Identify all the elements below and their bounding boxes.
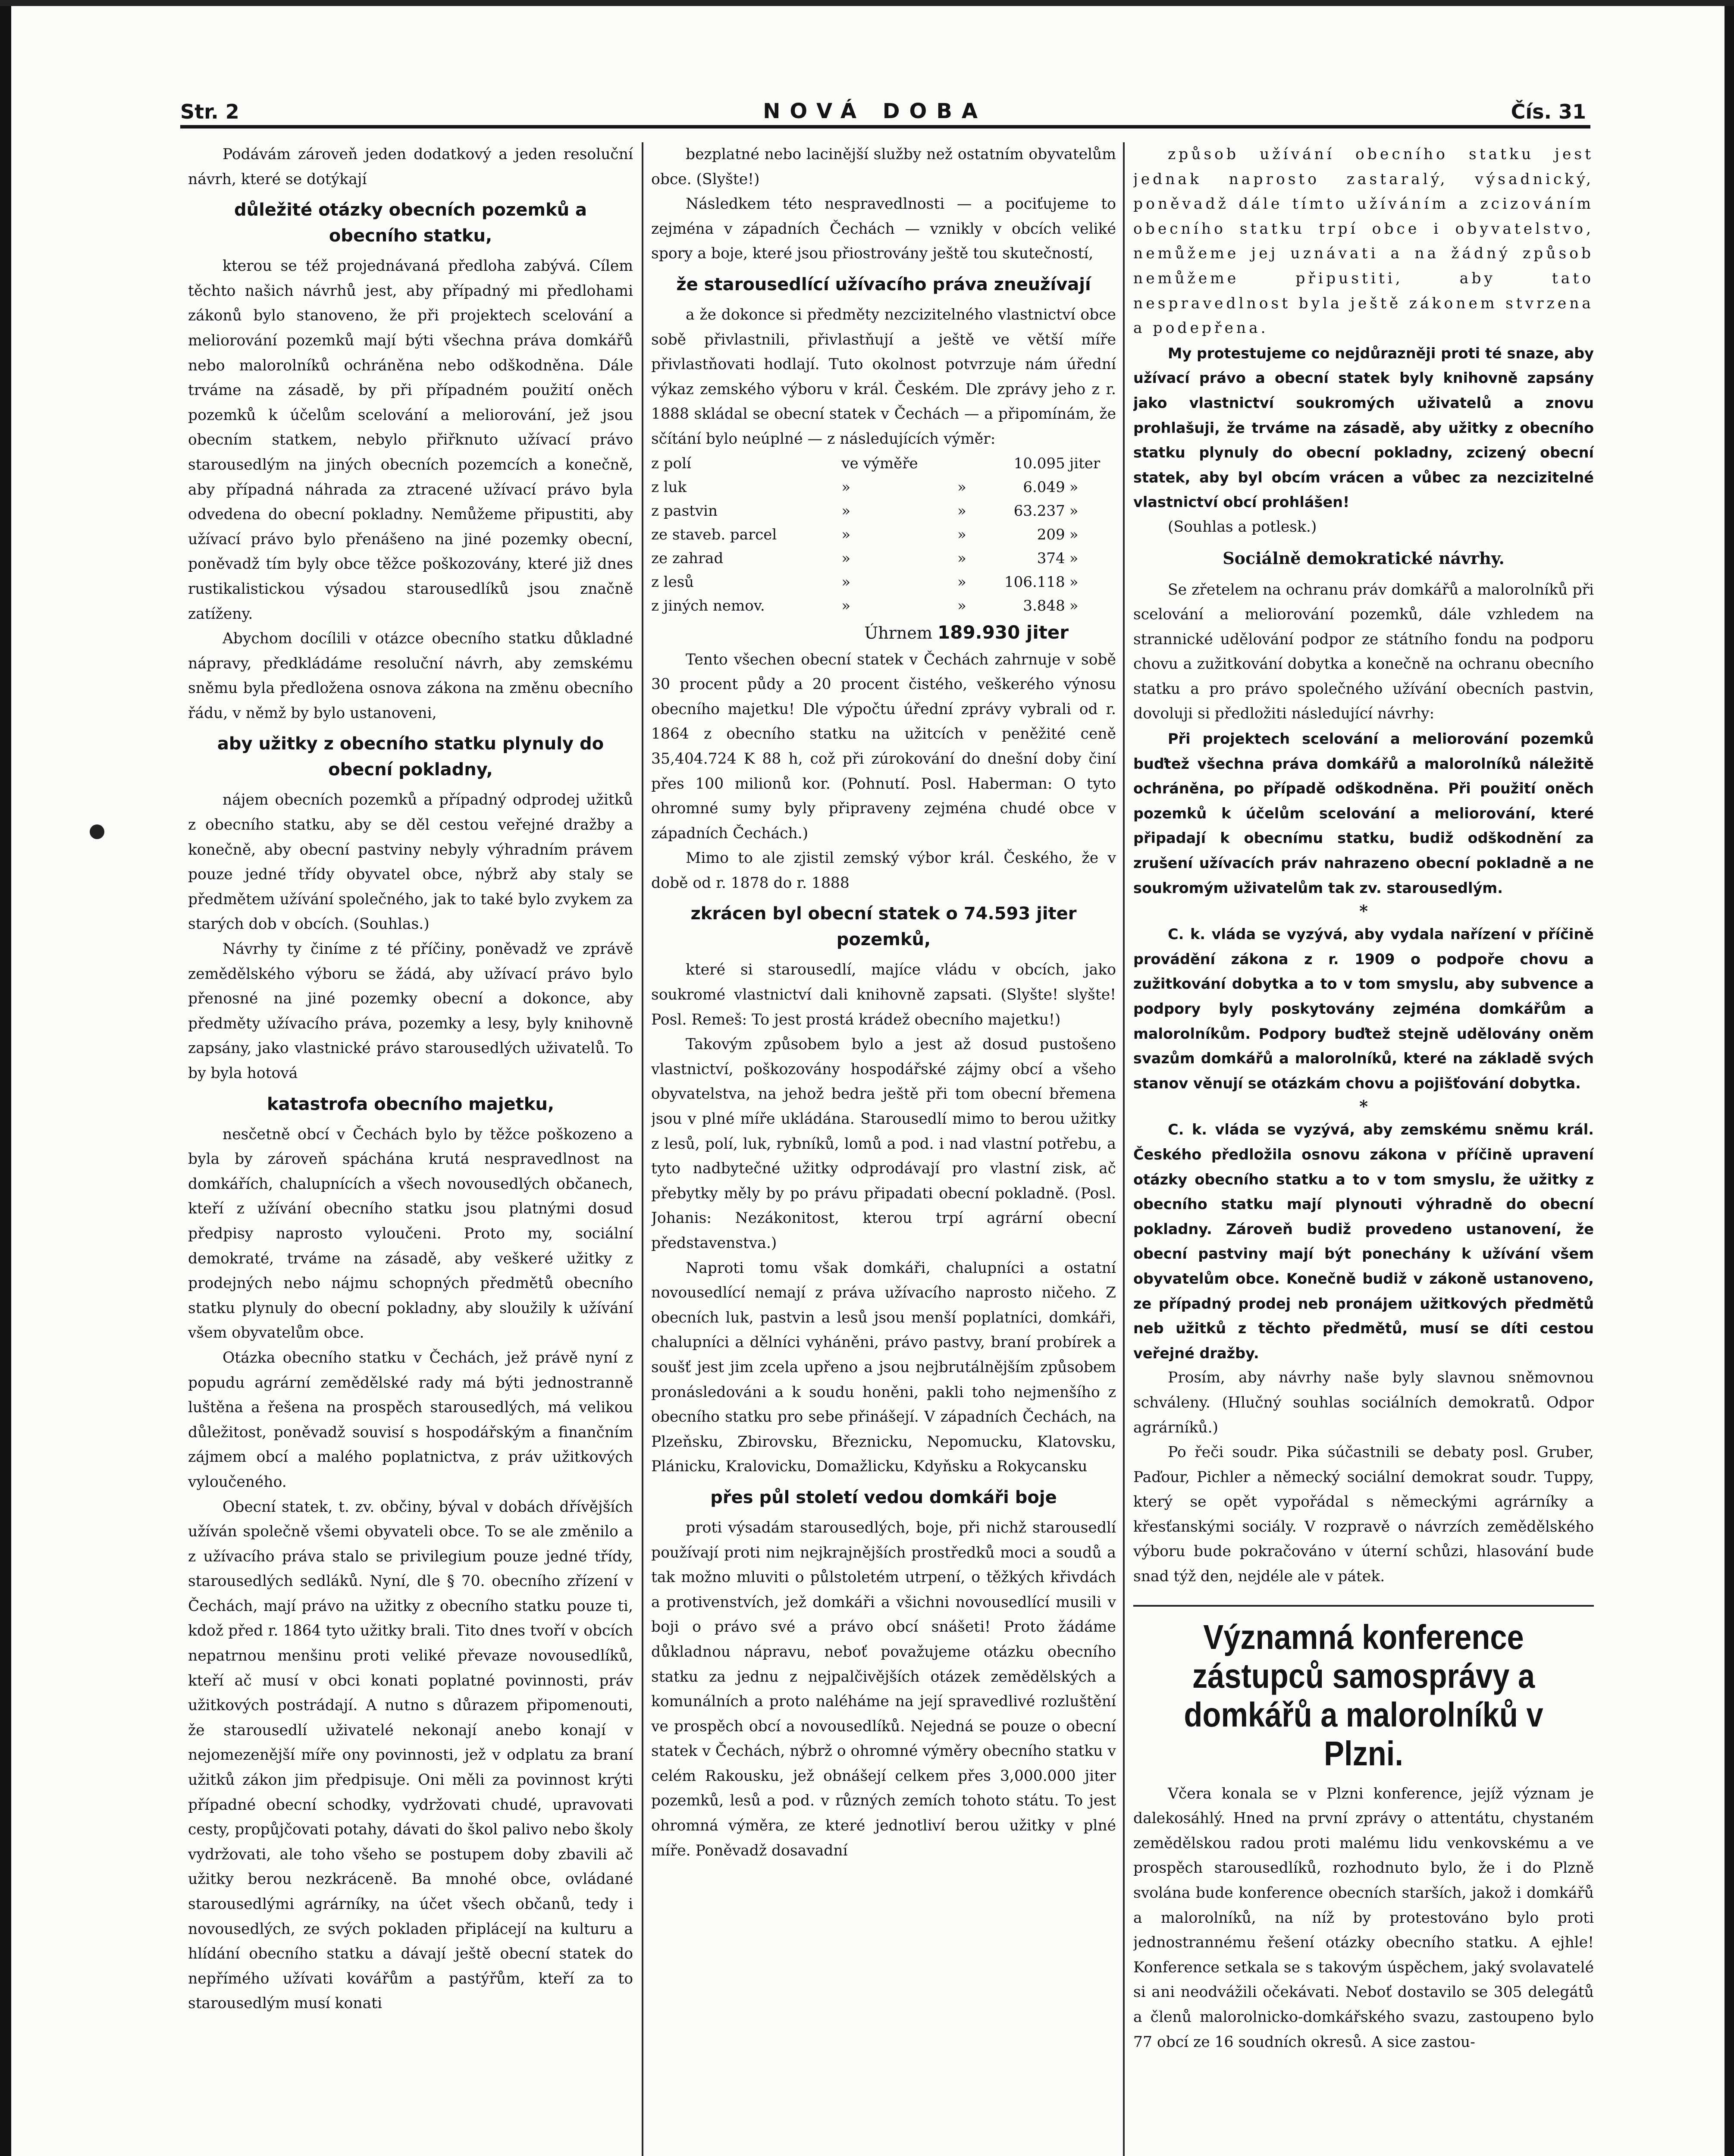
table-cell-label: z pastvin	[651, 502, 718, 520]
paragraph: způsob užívání obecního statku jest jednak naprosto zastaralý, výsadnický, poněvadž dále tímto užíváním a zcizováním obecního statku trpí obce i obyvatelstvo, nemůžeme jej uznávati a na žádný způsob nemůžeme připustiti, aby tato nespravedlnost byla ještě zákonem stvrzena a podepřena.	[1133, 146, 1594, 337]
table-cell-label: z luk	[651, 478, 687, 496]
paragraph: Návrhy ty činíme z té příčiny, poněvadž ve zprávě zemědělského výboru se žádá, aby užívací právo bylo přenosné na jiné pozemky obecní a dokonce, aby předměty užívacího práva, pozemky a lesy, byly knihovně zapsány, jako vlastnické právo starousedlých uživatelů. To by byla hotová	[188, 940, 633, 1082]
punch-hole	[90, 824, 104, 839]
paragraph: Takovým způsobem bylo a jest až dosud pustošeno vlastnictví, poškozovány hospodářské zájmy obcí a všeho obyvatelstva, na jehož bedra ještě při tom obecní břemena jsou v plné míře ukládána. Starousedlí mimo to berou užitky z lesů, polí, luk, rybníků, lomů a pod. i nad vlastní potřebu, a tyto nadbytečné užitky odprodávají pro vlastní zisk, ač přebytky měly by po právu připadati obecní pokladně. (Posl. Johanis: Nezákonitost, kterou trpí agrární obecní představenstva.)	[651, 1036, 1116, 1252]
paragraph: Prosím, aby návrhy naše byly slavnou sněmovnou schváleny. (Hlučný souhlas sociálních demokratů. Odpor agrárníků.)	[1133, 1369, 1594, 1436]
total-value: 189.930 jiter	[938, 621, 1069, 643]
table-row	[651, 594, 1116, 618]
column-3	[1133, 142, 1594, 2156]
table-cell-unit: »	[1069, 526, 1079, 543]
paragraph: nesčetně obcí v Čechách bylo by těžce poškozeno a byla by zároveň spáchána krutá nespravedlnost na domkářích, chalupnících a všech novousedlých občanech, kteří z užívání obecního statku jsou platnými dosud předpisy naprosto vyloučeni. Proto my, sociální demokraté, trváme na zásadě, aby veškeré užitky z prodejných nebo nájmu schopných předmětů obecního statku plynuly do obecní pokladny, aby sloužily k užívání všem obyvatelům obce.	[188, 1125, 633, 1342]
section-heading: Sociálně demokratické návrhy.	[1223, 548, 1505, 568]
table-cell-value: 6.049	[1023, 478, 1065, 496]
table-cell-label: z polí	[651, 454, 691, 472]
table-row	[651, 476, 1116, 499]
bold-paragraph: Při projektech scelování a meliorování pozemků buďtež všechna práva domkářů a malorolníků náležitě ochráněna, po případě odškodněna. Při použití oněch pozemků k účelům scelování a meliorování, které připadají k obecnímu statku, budiž odškodnění za zrušení užívacích práv nahrazeno obecní pokladně a ne soukromým uživatelům tak zv. starousedlým.	[1133, 730, 1594, 896]
paragraph: Tento všechen obecní statek v Čechách zahrnuje v sobě 30 procent půdy a 20 procent čistého, veškerého výnosu obecního majetku! Dle výpočtu úřední zprávy vybrali od r. 1864 z obecního statku na užitcích v peněžité ceně 35,404.724 K 88 h, což při zúrokování do dnešní doby činí přes 100 milionů kor. (Pohnutí. Posl. Haberman: O tyto ohromné sumy byly připraveny zejména chudé obce v západních Čechách.)	[651, 651, 1116, 842]
paragraph: Po řeči soudr. Pika súčastnili se debaty posl. Gruber, Paďour, Pichler a německý sociální demokrat soudr. Tuppy, který se opět vypořádal s německými agrárníky a křesťanskými sociály. V rozpravě o návrzích zemědělského výboru bude pokračováno v úterní schůzi, hlasování bude snad týž den, nejdéle ale v pátek.	[1133, 1444, 1594, 1586]
newspaper-title: NOVÁ DOBA	[763, 99, 988, 123]
masthead	[180, 85, 1586, 123]
table-cell-value: 63.237	[1013, 502, 1065, 520]
column-1	[188, 142, 633, 2156]
column-rule-1	[642, 142, 643, 2156]
section-heading: katastrofa obecního majetku,	[267, 1094, 555, 1114]
paragraph: Včera konala se v Plzni konference, jejíž význam je dalekosáhlý. Hned na první zprávy o attentátu, chystaném zemědělskou radou proti malému lidu venkovskému a ve prospěch starousedlíků, rozhodnuto bylo, že i do Plzně svolána bude konference obecních starších, jakož i domkářů a malorolníků, na níž by protestováno bylo proti jednostrannému řešení otázky obecního statku. A ejhle! Konference setkala se s takovým úspěchem, jaký svolavatelé si ani neodvážili očekávati. Neboť dostavilo se 305 delegátů a členů malorolnicko-domkářského svazu, zastoupeno bylo 77 obcí ze 16 soudních okresů. A sice zastou-	[1133, 1785, 1594, 2051]
scan-border-top	[0, 0, 1734, 6]
section-heading: přes půl století vedou domkáři boje	[710, 1487, 1057, 1507]
table-cell-unit: »	[1069, 573, 1079, 591]
table-cell-a: »	[841, 502, 851, 520]
table-cell-a: ve výměře	[841, 454, 918, 472]
issue-number: Čís. 31	[1511, 100, 1586, 123]
table-cell-a: »	[841, 573, 851, 591]
table-row	[651, 547, 1116, 570]
paragraph: Následkem této nespravedlnosti — a pociťujeme to zejména v západních Čechách — vznikly v obcích veliké spory a boje, které jsou přiostrovány ještě tou skutečností,	[651, 195, 1116, 263]
total-label: Úhrnem	[864, 623, 932, 642]
table-cell-b: »	[957, 478, 966, 496]
paragraph: Se zřetelem na ochranu práv domkářů a malorolníků při scelování a meliorování pozemků, dále vzhledem na strannické udělování podpor ze státního fondu na podporu chovu a zužitkování dobytka a konečně na ochranu obecního statku a pro právo společného užívání obecních pastvin, dovoluji si předložiti následující návrhy:	[1133, 581, 1594, 723]
table-cell-a: »	[841, 597, 851, 614]
table-cell-b: »	[957, 597, 966, 614]
paragraph: které si starousedlí, majíce vládu v obcích, jako soukromé vlastnictví dali knihovně zapsati. (Slyšte! slyšte! Posl. Remeš: To jest prostá krádež obecního majetku!)	[651, 961, 1116, 1028]
table-cell-unit: »	[1069, 597, 1079, 614]
table-cell-unit: »	[1069, 478, 1079, 496]
table-cell-b: »	[957, 526, 966, 543]
land-statistics-table	[651, 452, 1116, 618]
paragraph: Abychom docílili v otázce obecního statku důkladné nápravy, předkládáme resoluční návrh, aby zemskému sněmu byla předložena osnova zákona na změnu obecního řádu, v němž by bylo ustanoveni,	[188, 630, 633, 722]
table-row	[651, 570, 1116, 594]
paragraph: nájem obecních pozemků a případný odprodej užitků z obecního statku, aby se děl cestou veřejné dražby a konečně, aby obecní pastviny nebyly výhradním právem pouze jedné třídy obyvatel obce, nýbrž aby staly se předmětem užívání společného, jak to také bylo zvykem za starých dob v obcích. (Souhlas.)	[188, 791, 633, 933]
table-cell-value: 209	[1037, 526, 1065, 543]
table-cell-b: »	[957, 549, 966, 567]
table-cell-value: 106.118	[1004, 573, 1065, 591]
table-cell-b: »	[957, 573, 966, 591]
table-cell-unit: jiter	[1069, 454, 1101, 472]
bold-paragraph: My protestujeme co nejdůrazněji proti té snaze, aby užívací právo a obecní statek byly knihovně zapsány jako vlastnictví soukromých uživatelů a znovu prohlašuji, že trváme na zásadě, aby užitky z obecního statku plynuly do obecní pokladny, zcizený obecní statek, aby byl obcím vrácen a vůbec za nezcizitelné vlastnictví obcí prohlášen!	[1133, 345, 1594, 511]
section-heading: zkrácen byl obecní statek o 74.593 jiter pozemků,	[690, 904, 1077, 950]
table-cell-value: 10.095	[1013, 454, 1065, 472]
separator-star: *	[1359, 1097, 1368, 1116]
table-cell-b	[957, 452, 971, 476]
bold-paragraph: C. k. vláda se vyzývá, aby zemskému sněmu král. Českého předložila osnovu zákona v příčině upravení otázky obecního statku a to v tom smyslu, že užitky z obecního statku mají plynouti výhradně do obecní pokladny. Zároveň budiž provedeno ustanovení, že obecní pastviny mají být ponechány k užívání všem obyvatelům obce. Konečně budiž v zákoně ustanoveno, ze případný prodej neb pronájem užitkových předmětů neb užitků z těchto předmětů, musí se díti cestou veřejné dražby.	[1133, 1121, 1594, 1362]
table-row	[651, 452, 1116, 476]
paragraph: a že dokonce si předměty nezcizitelného vlastnictví obce sobě přivlastnili, přivlastňují a ještě ve větší míře přivlastňovati hodlají. Tuto okolnost potvrzuje nám úřední výkaz zemského výboru v král. Českém. Dle zprávy jeho z r. 1888 skládal se obecní statek v Čechách — a připomínám, že sčítání bylo neúplné — z následujících výměr:	[651, 306, 1116, 448]
section-heading: důležité otázky obecních pozemků a obecního statku,	[234, 200, 587, 246]
page-number: Str. 2	[180, 100, 239, 123]
table-cell-label: ze staveb. parcel	[651, 526, 777, 543]
table-row	[651, 499, 1116, 523]
table-cell-a: »	[841, 478, 851, 496]
table-cell-unit: »	[1069, 549, 1079, 567]
table-cell-a: »	[841, 549, 851, 567]
paragraph: bezplatné nebo lacinější služby než ostatním obyvatelům obce. (Slyšte!)	[651, 146, 1116, 188]
column-rule-2	[1123, 142, 1125, 2156]
scan-border-left	[0, 0, 11, 2156]
paragraph: proti výsadám starousedlých, boje, při nichž starousedlí používají proti nim nejkrajnějších prostředků moci a soudů a tak možno mluviti o půlstoletém utrpení, o těžkých křivdách a protivenstvích, jež domkáři a všichni novousedlící musili v boji o právo své a právo obcí snášeti! Proto žádáme důkladnou nápravu, neboť považujeme otázku obecního statku za jednu z nejpalčivějších otázek zemědělských a komunálních a proto naléháme na její spravedlivé rozluštění ve prospěch obcí a novousedlíků. Nejedná se pouze o obecní statek v Čechách, nýbrž o ohromné výměry obecního statku v celém Rakousku, jež obnášejí celkem přes 3,000.000 jiter pozemků, lesů a pod. v různých zemích tohoto státu. To jest ohromná výměra, ze které jednotliví berou užitky v plné míře. Poněvadž dosavadní	[651, 1519, 1116, 1859]
scan-border-right	[1725, 0, 1734, 2156]
paragraph: Podávám zároveň jeden dodatkový a jeden resoluční návrh, které se dotýkají	[188, 146, 633, 188]
section-heading: aby užitky z obecního statku plynuly do obecní pokladny,	[217, 734, 604, 780]
table-row	[651, 523, 1116, 547]
table-cell-label: z lesů	[651, 573, 694, 591]
paragraph: Mimo to ale zjistil zemský výbor král. Českého, že v době od r. 1878 do r. 1888	[651, 849, 1116, 892]
table-cell-value: 374	[1037, 549, 1065, 567]
article-title: Významná konference zástupců samosprávy a domkářů a malorolníků v Plzni.	[1184, 1617, 1543, 1773]
table-cell-a: »	[841, 526, 851, 543]
header-rule	[180, 125, 1590, 128]
bold-paragraph: C. k. vláda se vyzývá, aby vydala nařízení v příčině provádění zákona z r. 1909 o podpoře chovu a zužitkování dobytka a to v tom smyslu, aby subvence a podpory byly poskytovány zejména domkářům a malorolníkům. Podpory buďtež stejně udělovány oněm svazům domkářů a malorolníků, které na základě svých stanov věnují se otázkám chovu a pojišťování dobytka.	[1133, 926, 1594, 1092]
article-divider	[1133, 1605, 1594, 1607]
table-cell-b: »	[957, 502, 966, 520]
table-cell-label: ze zahrad	[651, 549, 724, 567]
section-heading: že starousedlící užívacího práva zneužívají	[676, 274, 1091, 295]
separator-star: *	[1359, 901, 1368, 921]
table-cell-value: 3.848	[1023, 597, 1065, 614]
table-cell-unit: »	[1069, 502, 1079, 520]
paragraph: Naproti tomu však domkáři, chalupníci a ostatní novousedlící nemají z práva užívacího naprosto ničeho. Z obecních luk, pastvin a lesů jsou menší poplatníci, domkáři, chalupníci a dělníci vyháněni, právo pastvy, braní probírek a soušť jest jim zcela upřeno a jsou nejbrutálnějším způsobem pronásledováni a k soudu honěni, pakli toho nejmenšího z obecního statku pro sebe přinášejí. V západních Čechách, na Plzeňsku, Zbirovsku, Březnicku, Nepomucku, Klatovsku, Plánicku, Kralovicku, Domažlicku, Kdyňsku a Rokycansku	[651, 1259, 1116, 1476]
paragraph: Obecní statek, t. zv. občiny, býval v dobách dřívějších užíván společně všemi obyvateli obce. To se ale změnilo a z užívacího práva stalo se privilegium pouze jedné třídy, starousedlých sedláků. Nyní, dle § 70. obecního zřízení v Čechách, mají právo na užitky z obecního statku pouze ti, kdož před r. 1864 tyto užitky brali. Tito dnes tvoří v obcích nepatrnou menšinu proti veliké převaze novousedlíků, kteří ač musí v obci konati poplatné povinnosti, práv užitkových postrádají. A nutno s důrazem připomenouti, že starousedlí uživatelé nekonají anebo konají v nejomezenější míře ony povinnosti, jež v odplatu za braní užitků zákon jim předpisuje. Oni měli za povinnost krýti případné obecní schodky, vydržovati chudé, upravovati cesty, propůjčovati potahy, dávati do škol palivo nebo školy vydržovati, ale toho všeho se postupem doby zbavili ač užitky berou nezkráceně. Ba mnohé obce, ovládané starousedlými agrárníky, na účet všech občanů, tedy i novousedlých, ze svých pokladen připlácejí na kulturu a hlídání obecního statku a dávají ještě obecní statek do nepřímého užívati kovářům a pastýřům, kteří za to starousedlým musí konati	[188, 1498, 633, 2012]
table-cell-label: z jiných nemov.	[651, 597, 765, 614]
paragraph: Otázka obecního statku v Čechách, jež právě nyní z popudu agrární zemědělské rady má býti jednostranně luštěna a řešena na prospěch starousedlých, má velikou důležitost, poněvadž souvisí s hospodářským a finančním zájmem obcí a malého poplatnictva, z práv užitkových vyloučeného.	[188, 1349, 633, 1491]
paragraph: kterou se též projednávaná předloha zabývá. Cílem těchto našich návrhů jest, aby případný mi předlohami zákonů bylo stanoveno, že při projektech scelování a meliorování pozemků mají býti všechna práva domkářů nebo malorolníků ochráněna nebo odškodněna. Dále trváme na zásadě, by při případném použití oněch pozemků k účelům scelování a meliorování, jež jsou obecním statkem, nebylo přiřknuto užívací právo starousedlým na jiných obecních pozemcích a konečně, aby případná náhrada za ztracené užívací právo byla odvedena do obecní pokladny. Nemůžeme připustiti, aby užívací právo bylo přenášeno na jiné pozemky obecní, poněvadž tím byly obce těžce poškozovány, které již dnes rustikalistickou výsadou starousedlíků jsou značně zatíženy.	[188, 257, 633, 623]
statistics-total	[651, 618, 1069, 648]
paragraph: (Souhlas a potlesk.)	[1168, 518, 1317, 536]
column-2	[651, 142, 1116, 2156]
